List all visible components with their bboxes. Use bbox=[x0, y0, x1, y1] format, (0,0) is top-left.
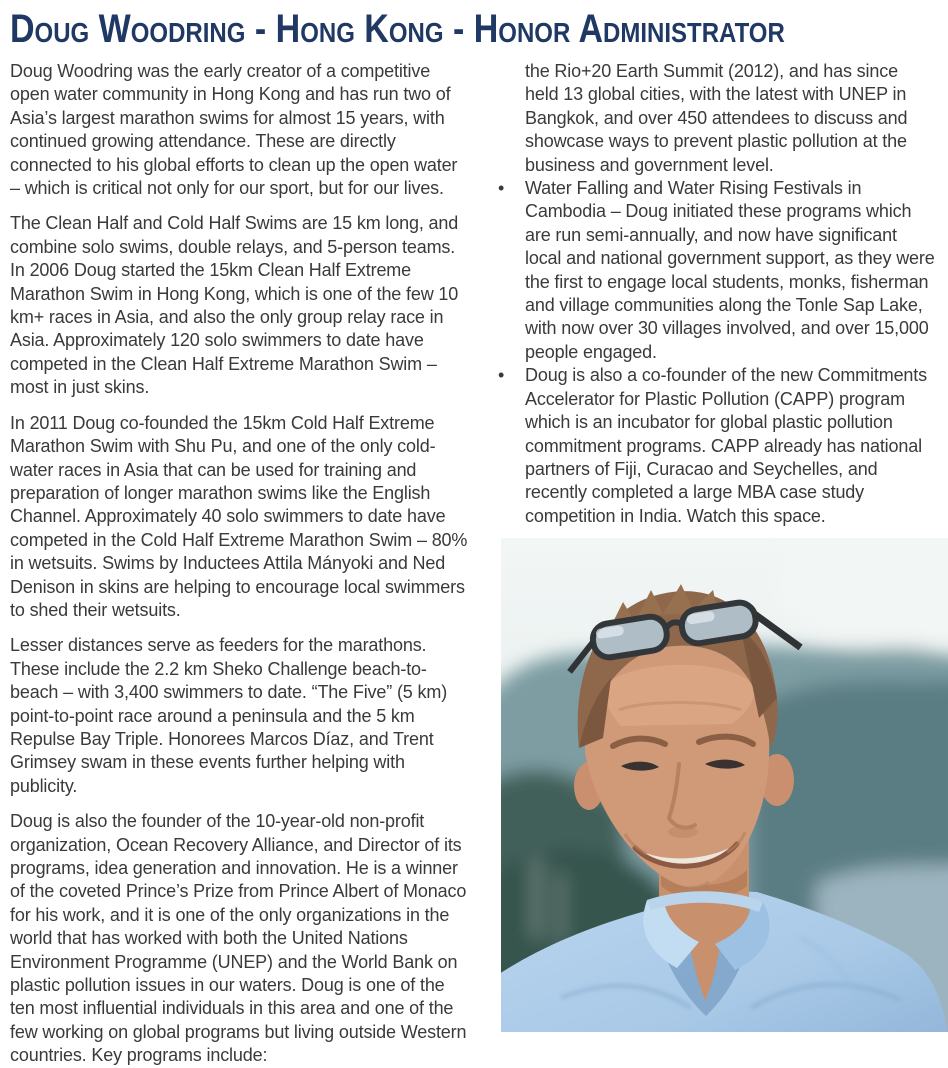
portrait-illustration bbox=[501, 538, 948, 1032]
portrait-photo bbox=[501, 538, 948, 1032]
paragraph-2: The Clean Half and Cold Half Swims are 15 km long, and combine solo swims, double relays, and 5-person teams. In 2006 Doug started the 15km Clean Half Extreme Marathon Swim in Hong Kong, which is one of the few 10 km+ races in Asia, and also the only group relay race in Asia. Approximately 120 solo swimmers to date have competed in the Clean Half Extreme Marathon Swim – most in just skins. bbox=[10, 213, 459, 398]
right-column bbox=[494, 60, 935, 1032]
two-column-layout bbox=[10, 60, 935, 1068]
paragraph-4: Lesser distances serve as feeders for the marathons. These include the 2.2 km Sheko Challenge beach-to-beach – with 3,400 swimmers to date. “The Five” (5 km) point-to-point race around a peninsula and the 5 km Repulse Bay Triple. Honorees Marcos Díaz, and Trent Grimsey swam in these events further helping with publicity. bbox=[10, 635, 448, 796]
paragraph-3: In 2011 Doug co-founded the 15km Cold Half Extreme Marathon Swim with Shu Pu, and one of the only cold-water races in Asia that can be used for training and preparation of longer marathon swims like the English Channel. Approximately 40 solo swimmers to date have competed in the Cold Half Extreme Marathon Swim – 80% in wetsuits. Swims by Inductees Attila Mányoki and Ned Denison in skins are helping to encourage local swimmers to shed their wetsuits. bbox=[10, 412, 468, 620]
bullet-icon: • bbox=[498, 365, 505, 386]
bullet-icon: • bbox=[498, 178, 505, 199]
bullet-continuation-text: the Rio+20 Earth Summit (2012), and has since held 13 global cities, with the latest with UNEP in Bangkok, and over 450 attendees to discuss and showcase ways to prevent plastic pollution at the business and government level. bbox=[525, 61, 908, 175]
list-item-text: Doug is also a co-founder of the new Commitments Accelerator for Plastic Pollution (CAPP) program which is an incubator for global plastic pollution commitment programs. CAPP already has national partners of Fiji, Curacao and Seychelles, and recently completed a large MBA case study competition in India. Watch this space. bbox=[525, 365, 927, 526]
paragraph-1: Doug Woodring was the early creator of a competitive open water community in Hong Kong and has run two of Asia’s largest marathon swims for almost 15 years, with continued growing attendance. These are directly connected to his global efforts to clean up the open water – which is critical not only for our sport, but for our lives. bbox=[10, 61, 458, 199]
list-item-text: Water Falling and Water Rising Festivals in Cambodia – Doug initiated these programs which are run semi-annually, and now have significant local and national government support, as they were the first to engage local students, monks, fisherman and village communities along the Tonle Sap Lake, with now over 30 villages involved, and over 15,000 people engaged. bbox=[525, 178, 935, 362]
list-item bbox=[494, 177, 935, 364]
paragraph-5: Doug is also the founder of the 10-year-old non-profit organization, Ocean Recovery Alliance, and Director of its programs, idea generation and innovation. He is a winner of the coveted Prince’s Prize from Prince Albert of Monaco for his work, and it is one of the only organizations in the world that has worked with both the United Nations Environment Programme (UNEP) and the World Bank on plastic pollution issues in our waters. Doug is one of the ten most influential individuals in this area and one of the few working on global programs but living outside Western countries. Key programs include: bbox=[10, 811, 467, 1066]
left-column bbox=[10, 60, 470, 1068]
page-title: Doug Woodring - Hong Kong - Honor Administrator bbox=[10, 7, 785, 52]
list-item bbox=[494, 364, 935, 528]
